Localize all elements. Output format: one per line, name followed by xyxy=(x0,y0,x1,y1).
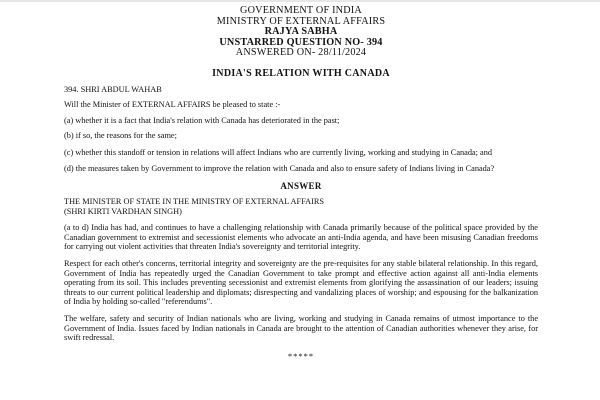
answer-heading: ANSWER xyxy=(280,181,322,192)
top-shadow xyxy=(0,0,600,2)
question-part-a: (a) whether it is a fact that India's relation with Canada has deteriorated in the past; xyxy=(64,115,340,125)
answer-minister-name: (SHRI KIRTI VARDHAN SINGH) xyxy=(64,206,182,216)
header-ministry: MINISTRY OF EXTERNAL AFFAIRS xyxy=(216,15,386,27)
answer-minister-title: THE MINISTER OF STATE IN THE MINISTRY OF EXTERNAL AFFAIRS xyxy=(64,197,325,207)
question-part-b: (b) if so, the reasons for the same; xyxy=(64,131,177,141)
header-government: GOVERNMENT OF INDIA xyxy=(240,5,362,16)
document-page xyxy=(64,6,538,361)
header-question-number: UNSTARRED QUESTION NO- 394 xyxy=(219,36,383,48)
answer-paragraph-3: The welfare, safety and security of Indian nationals who are living, working and studying in Canada remains of utmost importance to the Government of India. Issues faced by Indian nationals in Canada are brought to the attention of Canadian authorities whenever they arise, for swift redressal. xyxy=(64,314,538,343)
document-title: INDIA'S RELATION WITH CANADA xyxy=(212,67,390,79)
question-intro: Will the Minister of EXTERNAL AFFAIRS be pleased to state :- xyxy=(64,100,281,110)
end-marker: ***** xyxy=(287,350,315,361)
document-header xyxy=(64,6,538,59)
answer-paragraph-2: Respect for each other's concerns, territorial integrity and sovereignty are the pre-requisites for any stable bilateral relationship. In this regard, Government of India has repeatedly urged the Canadian Government to take prompt and effective action against all anti-India elements operating from its soil. This includes preventing secessionist and extremist elements from glorifying the assassination of our leaders; issuing threats to our current political leadership and diplomats; disrespecting and vandalizing places of worship; and espousing for the balkanization of India by holding so-called "referendums". xyxy=(64,259,538,307)
question-part-d: (d) the measures taken by Government to improve the relation with Canada and also to ensure safety of Indians living in Canada? xyxy=(64,164,495,174)
question-part-c: (c) whether this standoff or tension in relations will affect Indians who are currently living, working and studying in Canada; and xyxy=(64,147,493,157)
header-answer-date: ANSWERED ON- 28/11/2024 xyxy=(235,47,367,58)
question-asker: 394. SHRI ABDUL WAHAB xyxy=(64,84,162,94)
header-house: RAJYA SABHA xyxy=(264,26,338,37)
answer-paragraph-1: (a to d) India has had, and continues to have a challenging relationship with Canada primarily because of the political space provided by the Canadian government to extremist and secessionist elements who advocate an anti-India agenda, and have been misusing Canadian freedoms for carrying out violent activities that threaten India's sovereignty and territorial integrity. xyxy=(64,223,538,252)
